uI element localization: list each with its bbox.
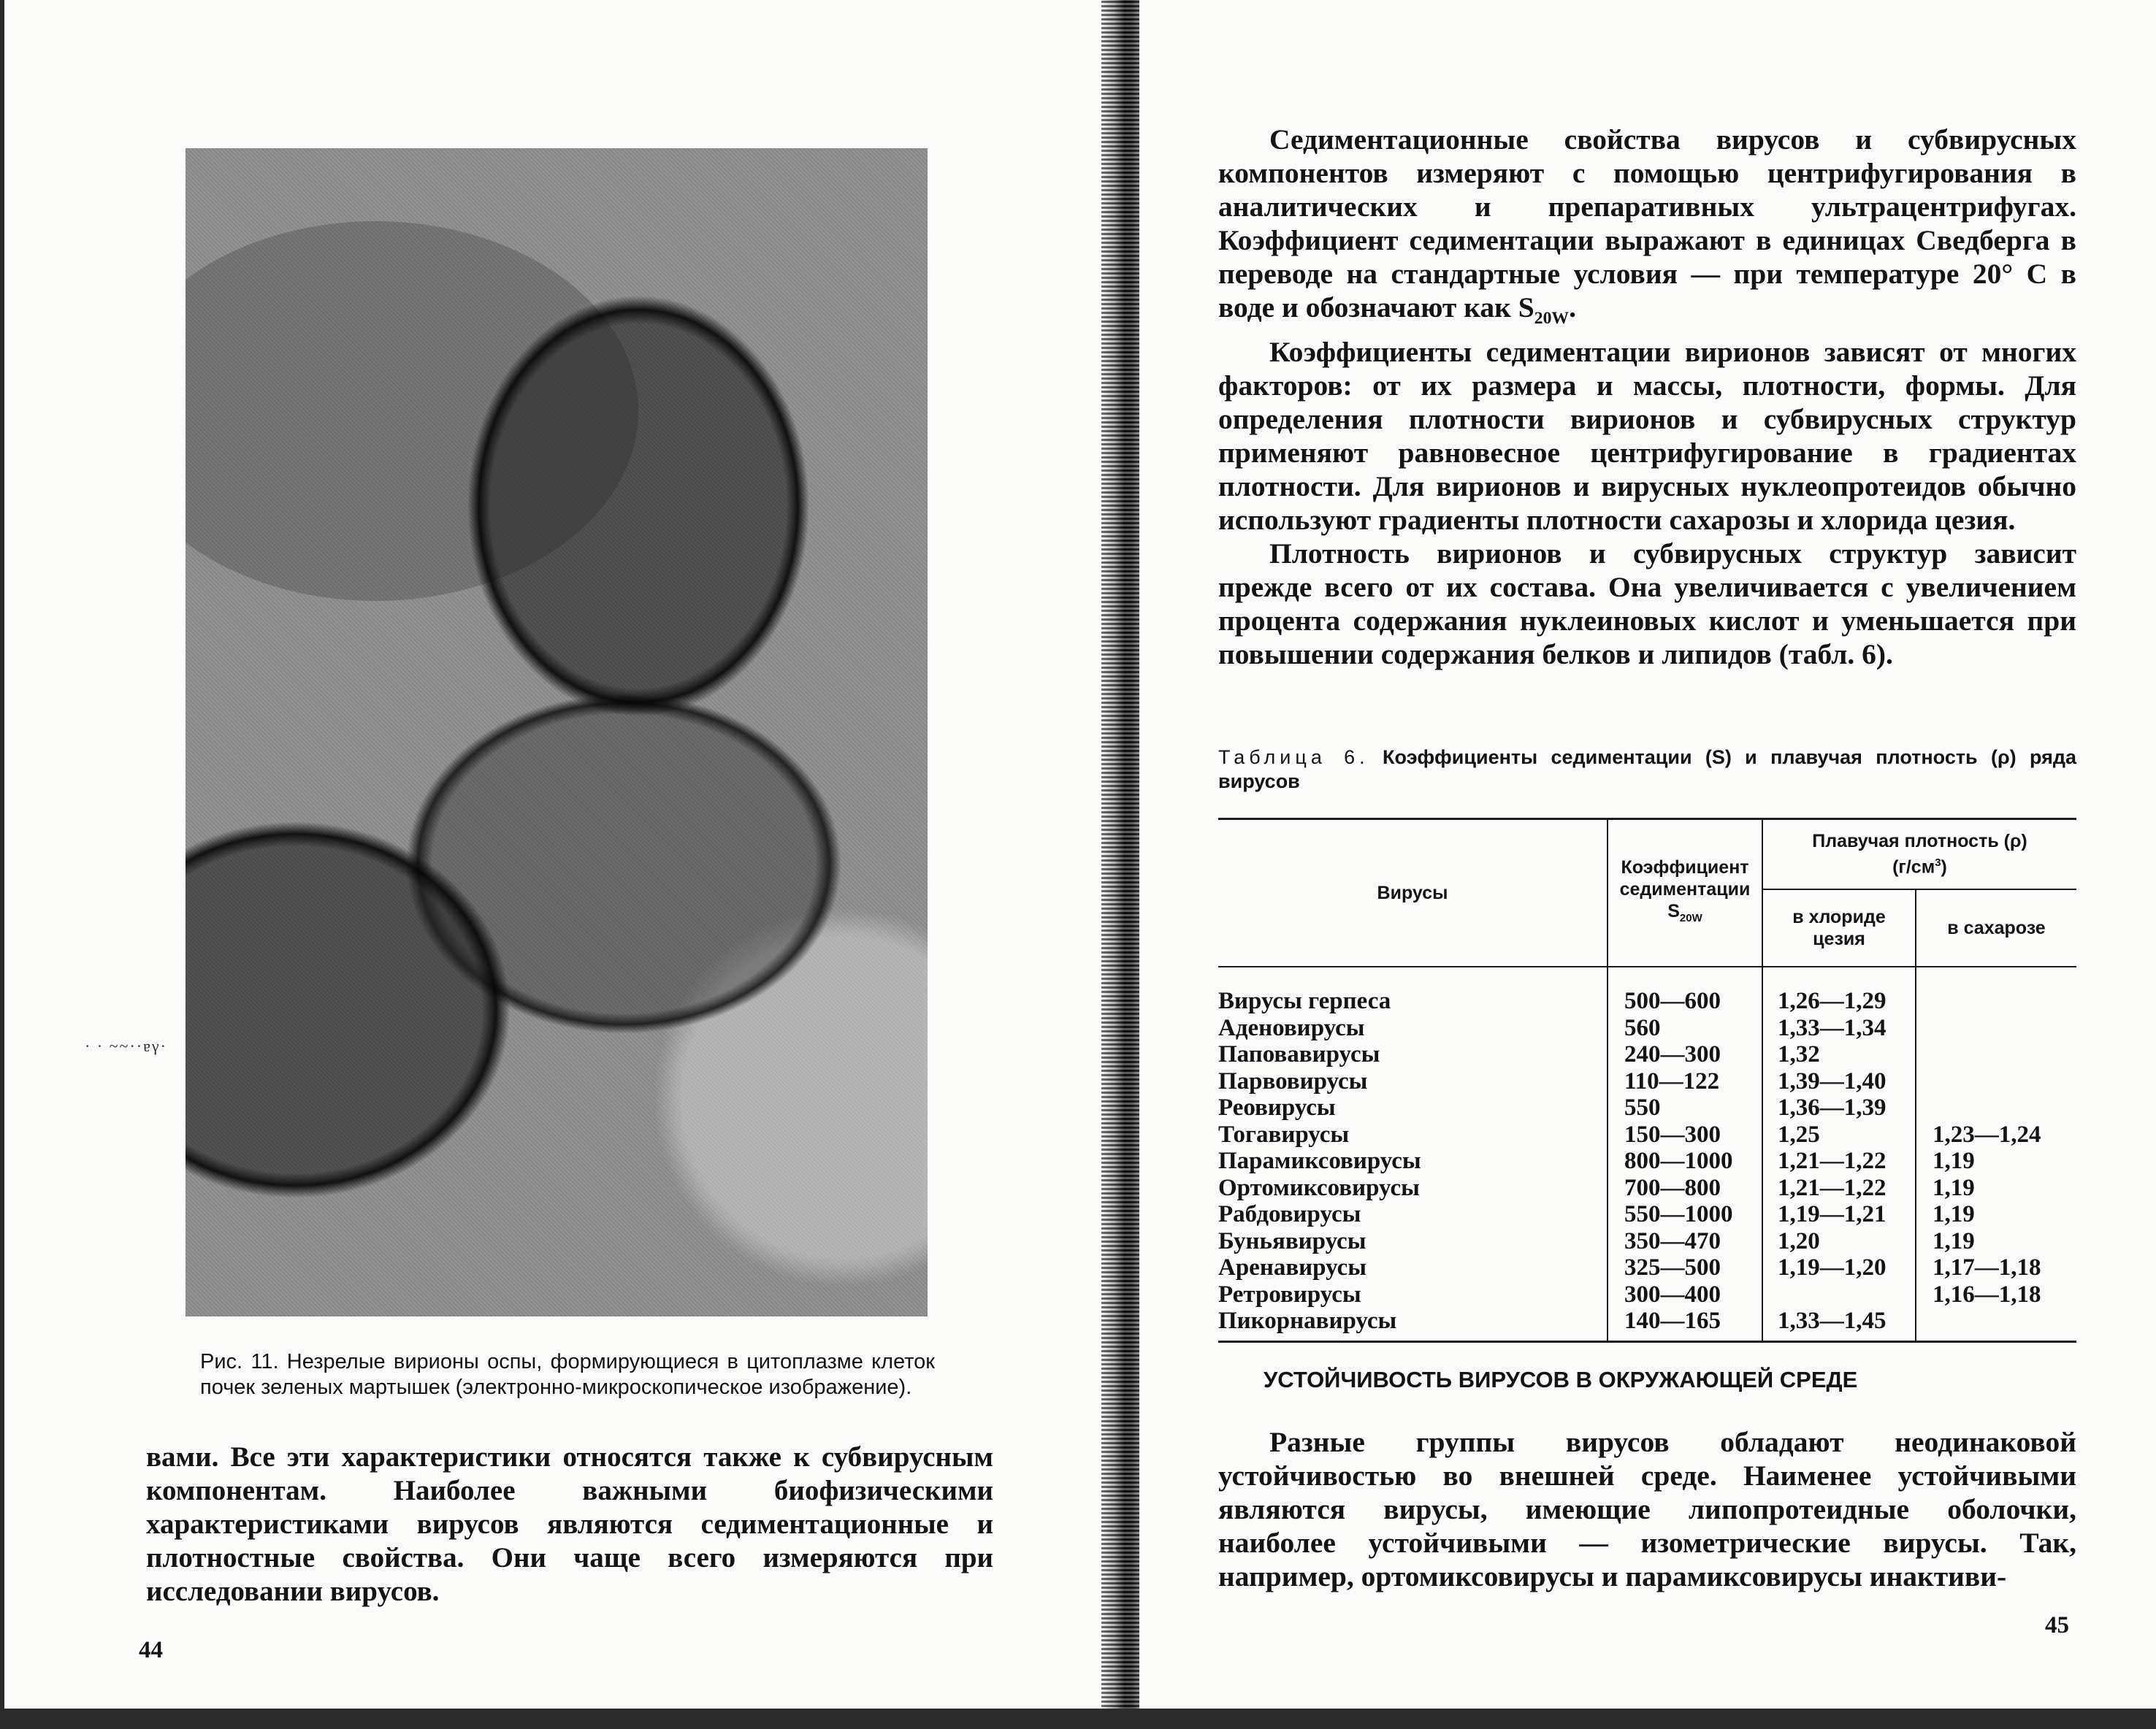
left-body-text: вами. Все эти характеристики относятся также к субвирусным компонентам. Наиболее важными биофизическими характеристиками вирусов являются седиментационные и плотностные свойства. Они чаще всего измеряются при исследовании вирусов.: [146, 1441, 993, 1607]
header-coef-symbol: [1667, 900, 1702, 929]
table-body: [1218, 967, 2076, 1343]
cell-virus: Рабдовирусы: [1218, 1201, 1361, 1227]
header-density-units-pre: (г/см: [1892, 856, 1935, 878]
table-row: [1218, 1308, 2076, 1335]
page-number-right: 45: [2045, 1612, 2069, 1638]
cell-cesium-density: 1,32: [1778, 1041, 1820, 1067]
table-row: [1218, 1094, 2076, 1122]
s20w-subscript: 20W: [1534, 308, 1570, 328]
header-density-sup: 3: [1935, 856, 1941, 870]
header-viruses: Вирусы: [1377, 883, 1448, 903]
header-density-units-post: ): [1941, 856, 1947, 878]
page-number-left: 44: [139, 1637, 163, 1663]
cell-cesium-density: 1,33—1,34: [1778, 1014, 1886, 1041]
cell-virus: Ортомиксовирусы: [1218, 1174, 1420, 1201]
cell-coefficient: 110—122: [1624, 1067, 1720, 1094]
cell-virus: Ретровирусы: [1218, 1281, 1361, 1308]
paragraph-sedimentation: [1218, 123, 2076, 335]
table-header: [1218, 818, 2076, 967]
cell-sucrose-density: [1915, 988, 2076, 1015]
cell-cesium-density: 1,21—1,22: [1778, 1174, 1886, 1201]
cell-coefficient: 240—300: [1624, 1041, 1721, 1067]
column-divider: [1915, 967, 1916, 1341]
cell-coefficient: 800—1000: [1624, 1148, 1733, 1174]
table-row: [1218, 1201, 2076, 1228]
cell-coefficient: 700—800: [1624, 1174, 1721, 1201]
cell-sucrose-density: [1915, 1041, 2076, 1068]
cell-sucrose-density: [1915, 1308, 2076, 1335]
scan-artifact: · · ~~··ɐγ·: [85, 1037, 167, 1055]
cell-sucrose-density: 1,19: [1933, 1227, 1975, 1254]
cell-virus: Тогавирусы: [1218, 1121, 1350, 1148]
header-density-units: [1892, 852, 1947, 878]
cell-sucrose-density: 1,19: [1933, 1174, 1975, 1201]
header-buoyant-density: [1762, 820, 2076, 890]
table-row: [1218, 1281, 2076, 1308]
cell-cesium-density: [1762, 1281, 1915, 1308]
cell-coefficient: 350—470: [1624, 1227, 1721, 1254]
electron-micrograph-figure: [186, 148, 928, 1316]
cell-cesium-density: 1,19—1,21: [1778, 1201, 1886, 1227]
cell-cesium-density: 1,20: [1778, 1227, 1820, 1254]
table-row: [1218, 1254, 2076, 1281]
header-coef-sub: 20W: [1679, 912, 1702, 924]
cell-cesium-density: 1,36—1,39: [1778, 1094, 1886, 1121]
paragraph-stability: Разные группы вирусов обладают неодинаковой устойчивостью во внешней среде. Наименее устойчивыми являются вирусы, имеющие липопротеидные оболочки, наиболее устойчивыми — изометрические вирусы. Так, например, ортомиксовирусы и парамиксовирусы инактиви-: [1218, 1426, 2076, 1592]
header-sucrose: в сахарозе: [1915, 890, 2076, 966]
cell-virus: Парамиксовирусы: [1218, 1148, 1421, 1174]
table-caption-label: Таблица 6.: [1218, 746, 1369, 768]
cell-sucrose-density: [1915, 1094, 2076, 1122]
table-row: [1218, 1041, 2076, 1068]
table-row: [1218, 1068, 2076, 1095]
cell-virus: Пикорнавирусы: [1218, 1308, 1397, 1334]
right-page: [1139, 0, 2156, 1709]
cell-coefficient: 150—300: [1624, 1121, 1721, 1148]
paragraph-1-text: Седиментационные свойства вирусов и субвирусных компонентов измеряют с помощью центрифугирования в аналитических и препаративных ультрацентрифугах. Коэффициент седиментации выражают в единицах Сведберга в переводе на стандартные условия — при температуре 20° С в воде и обозначают как S: [1218, 123, 2076, 323]
right-intro-text: [1218, 123, 2076, 671]
cell-sucrose-density: 1,23—1,24: [1933, 1121, 2041, 1148]
cell-sucrose-density: 1,16—1,18: [1933, 1281, 2041, 1308]
cell-virus: Буньявирусы: [1218, 1227, 1366, 1254]
header-cesium-chloride: [1762, 890, 1915, 966]
paragraph-coefficients: Коэффициенты седиментации вирионов зависят от многих факторов: от их размера и массы, плотности, формы. Для определения плотности вирионов и субвирусных структур применяют равновесное центрифугирование в градиентах плотности. Для вирионов и вирусных нуклеопротеидов обычно используют градиенты плотности сахарозы и хлорида цезия.: [1218, 335, 2076, 536]
cell-cesium-density: 1,25: [1778, 1121, 1820, 1148]
header-coef-s: S: [1667, 901, 1680, 921]
table-row: [1218, 1228, 2076, 1255]
cell-virus: Вирусы герпеса: [1218, 988, 1391, 1014]
table-row: [1218, 1148, 2076, 1175]
cell-virus: Аренавирусы: [1218, 1254, 1366, 1281]
section-heading: УСТОЙЧИВОСТЬ ВИРУСОВ В ОКРУЖАЮЩЕЙ СРЕДЕ: [1264, 1367, 1858, 1392]
cell-virus: Паповавирусы: [1218, 1041, 1380, 1067]
right-section-body: [1218, 1425, 2076, 1593]
cell-sucrose-density: [1915, 1068, 2076, 1095]
column-divider: [1607, 967, 1608, 1341]
cell-sucrose-density: [1915, 1015, 2076, 1042]
cell-sucrose-density: 1,19: [1933, 1201, 1975, 1227]
cell-cesium-density: 1,21—1,22: [1778, 1148, 1886, 1174]
header-cesium-line2: цезия: [1813, 929, 1865, 949]
cell-sucrose-density: 1,17—1,18: [1933, 1254, 2041, 1281]
header-density-line1: Плавучая плотность (ρ): [1812, 831, 2027, 852]
column-divider: [1762, 967, 1763, 1341]
header-cesium-line1: в хлориде: [1792, 907, 1886, 927]
cell-sucrose-density: 1,19: [1933, 1148, 1975, 1174]
header-coef-line2: седиментации: [1619, 879, 1751, 900]
cell-cesium-density: 1,26—1,29: [1778, 988, 1886, 1014]
table-bottom-spacer: [1218, 1335, 2076, 1341]
cell-coefficient: 550—1000: [1624, 1201, 1733, 1227]
header-sedimentation-coefficient: [1607, 820, 1762, 966]
cell-coefficient: 550: [1624, 1094, 1661, 1121]
cell-coefficient: 300—400: [1624, 1281, 1721, 1308]
cell-cesium-density: 1,33—1,45: [1778, 1308, 1886, 1334]
cell-virus: Реовирусы: [1218, 1094, 1336, 1121]
cell-cesium-density: 1,19—1,20: [1778, 1254, 1886, 1281]
scan-bottom-edge: [0, 1709, 2156, 1729]
paragraph-1-end: .: [1569, 291, 1576, 323]
cell-virus: Парвовирусы: [1218, 1067, 1368, 1094]
table-row: [1218, 988, 2076, 1015]
table-caption: [1218, 745, 2076, 794]
cell-cesium-density: 1,39—1,40: [1778, 1067, 1886, 1094]
paragraph-density: Плотность вирионов и субвирусных структур зависит прежде всего от их состава. Она увеличивается с увеличением процента содержания нуклеиновых кислот и уменьшается при повышении содержания белков и липидов (табл. 6).: [1218, 537, 2076, 670]
figure-caption: Рис. 11. Незрелые вирионы оспы, формирующиеся в цитоплазме клеток почек зеленых мартышек (электронно-микроскопическое изображение).: [200, 1350, 935, 1399]
cell-coefficient: 325—500: [1624, 1254, 1721, 1281]
table-row: [1218, 1122, 2076, 1149]
cell-coefficient: 140—165: [1624, 1308, 1721, 1334]
virus-table: [1218, 818, 2076, 1343]
table-row: [1218, 1015, 2076, 1042]
header-coef-line1: Коэффициент: [1621, 857, 1749, 878]
cell-virus: Аденовирусы: [1218, 1014, 1365, 1041]
cell-coefficient: 560: [1624, 1014, 1661, 1041]
cell-coefficient: 500—600: [1624, 988, 1721, 1014]
table-row: [1218, 1175, 2076, 1202]
table-caption-text: Коэффициенты седиментации (S) и плавучая плотность (ρ) ряда вирусов: [1218, 746, 2076, 792]
